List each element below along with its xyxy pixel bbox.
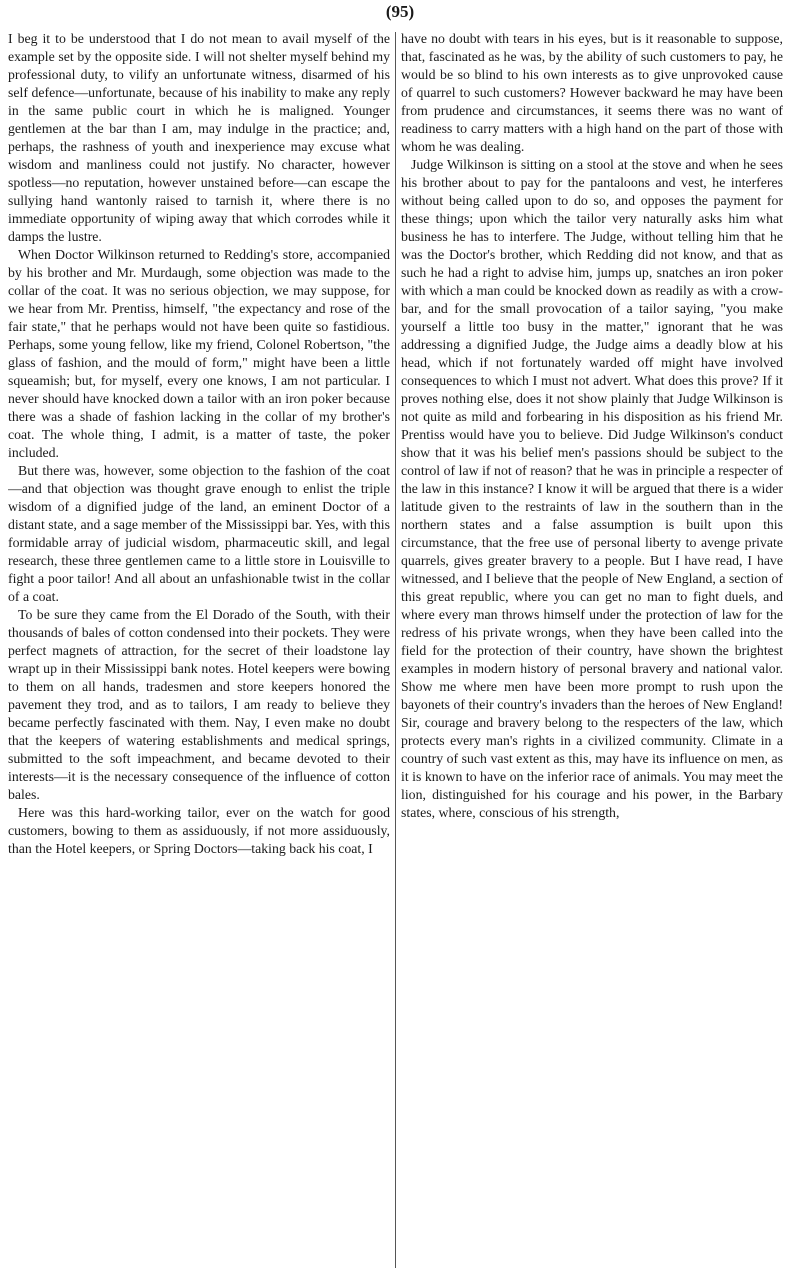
column-divider <box>395 32 396 1268</box>
paragraph: I beg it to be understood that I do not mean to avail myself of the example set by the opposite side. I will not shelter myself behind my professional duty, to vilify an unfortunate witness, disarmed of his self defence—unfortunate, because of his inability to make any reply in the same public court in which he is maligned. Younger gentlemen at the bar than I am, may indulge in the practice; and, perhaps, the rashness of youth and inexperience may excuse what wisdom and manliness could not justify. No character, however spotless—no reputation, however unstained before—can escape the sullying hand wantonly raised to tarnish it, where there is no immediate opportunity of wiping away that which corrodes while it damps the lustre. <box>8 31 390 244</box>
page-number: (95) <box>385 2 415 21</box>
paragraph: Here was this hard-working tailor, ever on the watch for good customers, bowing to them as assiduously, if not more assiduously, than the Hotel keepers, or Spring Doctors—taking back his coat, I <box>8 805 390 856</box>
paragraph: have no doubt with tears in his eyes, but is it reasonable to suppose, that, fascinated as he was, by the ability of such customers to pay, he would be so blind to his own interests as to give unprovoked cause of quarrel to such customers? However backward he may have been from prudence and circumstances, it seems there was no want of readiness to carry matters with a high hand on the part of those with whom he was dealing. <box>401 31 783 154</box>
right-column <box>401 30 783 1270</box>
paragraph: To be sure they came from the El Dorado of the South, with their thousands of bales of cotton condensed into their pockets. They were perfect magnets of attraction, for the secret of their loadstone lay wrapt up in their Mississippi bank notes. Hotel keepers were bowing to them on all hands, tradesmen and store keepers honored the pavement they trod, and as to tailors, I am ready to believe they became perfectly fascinated with them. Nay, I even make no doubt that the keepers of watering establishments and medical springs, submitted to the soft impeachment, and became devoted to their interests—it is the necessary consequence of the influence of cotton bales. <box>8 607 390 802</box>
paragraph: When Doctor Wilkinson returned to Redding's store, accompanied by his brother and Mr. Murdaugh, some objection was made to the collar of the coat. It was no serious objection, we may suppose, for we hear from Mr. Prentiss, himself, "the expectancy and rose of the fair state," that he perhaps would not have been quite so fastidious. Perhaps, some young fellow, like my friend, Colonel Robertson, "the glass of fashion, and the mould of form," might have been a little squeamish; but, for myself, every one knows, I am not particular. I never should have knocked down a tailor with an iron poker because there was a shade of fashion lacking in the collar of my brother's coat. The whole thing, I admit, is a matter of taste, the poker included. <box>8 247 390 460</box>
paragraph: But there was, however, some objection to the fashion of the coat—and that objection was thought grave enough to enlist the triple wisdom of a dignified judge of the land, an eminent Doctor of a distant state, and a sage member of the Mississippi bar. Yes, with this formidable array of judicial wisdom, pharmaceutic skill, and legal research, these three gentlemen came to a little store in Louisville to fight a poor tailor! And all about an unfashionable twist in the collar of a coat. <box>8 463 390 604</box>
left-column <box>8 30 390 1270</box>
paragraph: Judge Wilkinson is sitting on a stool at the stove and when he sees his brother about to pay for the pantaloons and vest, he interferes without being called upon to do so, and opposes the payment for these things; upon which the tailor very naturally asks him what business he has to interfere. The Judge, without telling him that he was the Doctor's brother, which Redding did not know, and that as such he had a right to advise him, jumps up, snatches an iron poker with which a man could be knocked down as readily as with a crow-bar, and for the small provocation of a tailor saying, "you make yourself a little too busy in the matter," ignorant that he was addressing a dignified Judge, the Judge aims a deadly blow at his head, which if not fortunately warded off might have involved consequences to which I must not advert. What does this prove? If it proves nothing else, does it not show plainly that Judge Wilkinson is not quite as mild and forbearing in his disposition as his friend Mr. Prentiss would have you to believe. Did Judge Wilkinson's conduct show that it was his belief men's passions should be subject to the control of law if not of reason? that he was in principle a respecter of the law in this instance? I know it will be argued that there is a wider latitude given to the restraints of law in the southern than in the northern states and a false assumption is built upon this circumstance, that the free use of personal liberty to avenge private quarrels, gives greater bravery to a people. But I have read, I have witnessed, and I believe that the people of New England, a section of this great republic, where you can get no man to fight duels, and where every man throws himself under the protection of law for the redress of his private wrongs, when they have been called into the field for the protection of their country, have shown the brightest examples in modern history of personal bravery and national valor. Show me where men have been more prompt to rush upon the bayonets of their country's invaders than the heroes of New England! Sir, courage and bravery belong to the respecters of the law, which protects every man's rights in a civilized community. Climate in a country of such vast extent as this, may have its influence on men, as it is known to have on the inferior race of animals. You may meet the lion, distinguished for his courage and his power, in the Barbary states, where, conscious of his strength, <box>401 157 783 820</box>
